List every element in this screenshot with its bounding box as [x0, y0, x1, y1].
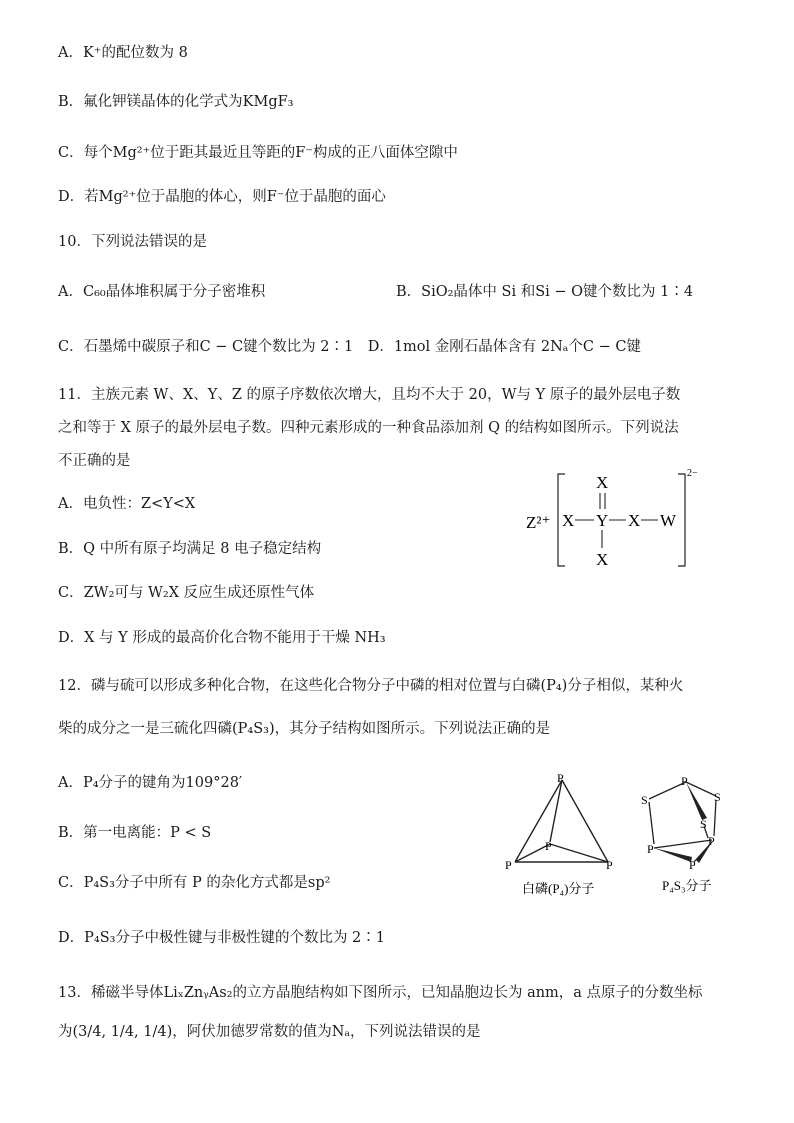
p-atom: P	[557, 771, 564, 785]
q11-stem-line3: 不正确的是	[58, 453, 131, 469]
q11-stem-line2: 之和等于 X 原子的最外层电子数。四种元素形成的一种食品添加剂 Q 的结构如图所示。下列说法	[58, 420, 679, 436]
p-atom: P	[708, 834, 715, 848]
q12-stem-line2: 柴的成分之一是三硫化四磷(P₄S₃)，其分子结构如图所示。下列说法正确的是	[58, 721, 551, 737]
q12-option-d: D．P₄S₃分子中极性键与非极性键的个数比为 2∶1	[58, 930, 385, 946]
q12-option-c: C．P₄S₃分子中所有 P 的杂化方式都是sp²	[58, 875, 331, 891]
p-atom: P	[647, 842, 654, 856]
p4s3-wedge-bond	[686, 782, 707, 820]
q11-structure-figure	[520, 462, 720, 574]
p-atom: P	[606, 858, 613, 872]
p-atom: P	[545, 839, 552, 853]
p-atom: P	[505, 858, 512, 872]
q11-charge-label: 2−	[687, 468, 698, 479]
q12-option-b: B．第一电离能：P < S	[58, 825, 212, 841]
q9-option-d: D．若Mg²⁺位于晶胞的体心，则F⁻位于晶胞的面心	[58, 189, 386, 205]
atom-x-bottom: X	[596, 550, 609, 569]
q10-option-cd: C．石墨烯中碳原子和C − C键个数比为 2∶1 D．1mol 金刚石晶体含有 2Nₐ个C − C键	[58, 339, 641, 355]
atom-w: W	[660, 511, 677, 530]
p4s3-bond	[714, 800, 716, 836]
s-atom: S	[641, 793, 648, 807]
q10-option-a: A．C₆₀晶体堆积属于分子密堆积	[58, 284, 266, 300]
q13-stem2-prefix: 为	[58, 1024, 73, 1040]
q13-stem-line2	[58, 1021, 481, 1043]
p4s3-wedge-bond	[654, 848, 692, 862]
s-atom: S	[700, 817, 707, 831]
q13-stem-line1: 13．稀磁半导体LiₓZnᵧAs₂的立方晶胞结构如下图所示，已知晶胞边长为 anm，a 点原子的分数坐标	[58, 985, 703, 1001]
s-atom: S	[714, 790, 721, 804]
q9-option-c: C．每个Mg²⁺位于距其最近且等距的F⁻构成的正八面体空隙中	[58, 145, 458, 161]
q11-option-c: C．ZW₂可与 W₂X 反应生成还原性气体	[58, 585, 315, 601]
atom-x-left: X	[562, 511, 575, 530]
p4s3-caption: P₄S₃分子	[662, 878, 712, 893]
q12-option-a: A．P₄分子的键角为109°28′	[58, 775, 243, 791]
q11-option-d: D．X 与 Y 形成的最高价化合物不能用于干燥 NH₃	[58, 630, 386, 646]
p4-molecule-figure	[500, 766, 630, 900]
p-atom: P	[681, 774, 688, 788]
atom-x-right: X	[628, 511, 641, 530]
p4s3-bond	[686, 782, 716, 796]
q11-option-a: A．电负性：Z<Y<X	[58, 496, 196, 512]
q11-option-b: B．Q 中所有原子均满足 8 电子稳定结构	[58, 541, 322, 557]
p4-caption: 白磷(P₄)分子	[522, 881, 595, 896]
q11-cation-label: Z²⁺	[526, 513, 551, 532]
p4s3-bond	[649, 802, 654, 844]
p4s3-molecule-figure	[636, 766, 736, 900]
p-atom: P	[689, 858, 696, 872]
q11-stem-line1: 11．主族元素 W、X、Y、Z 的原子序数依次增大，且均不大于 20，W与 Y 原子的最外层电子数	[58, 387, 681, 403]
q10-option-b: B．SiO₂晶体中 Si 和Si − O键个数比为 1∶4	[396, 284, 694, 300]
q9-option-b: B．氟化钾镁晶体的化学式为KMgF₃	[58, 94, 294, 110]
q10-stem: 10．下列说法错误的是	[58, 234, 207, 250]
q9-option-a: A．K⁺的配位数为 8	[58, 45, 188, 61]
fractional-coordinates: (3/4, 1/4, 1/4)	[72, 1024, 173, 1040]
p4s3-bond	[654, 840, 712, 848]
atom-x-top: X	[596, 473, 609, 492]
atom-y-center: Y	[596, 511, 609, 530]
right-bracket	[678, 474, 685, 566]
q12-stem-line1: 12．磷与硫可以形成多种化合物，在这些化合物分子中磷的相对位置与白磷(P₄)分子相似，某种火	[58, 678, 684, 694]
q13-stem2-suffix: ，阿伏加德罗常数的值为Nₐ，下列说法错误的是	[172, 1024, 481, 1040]
